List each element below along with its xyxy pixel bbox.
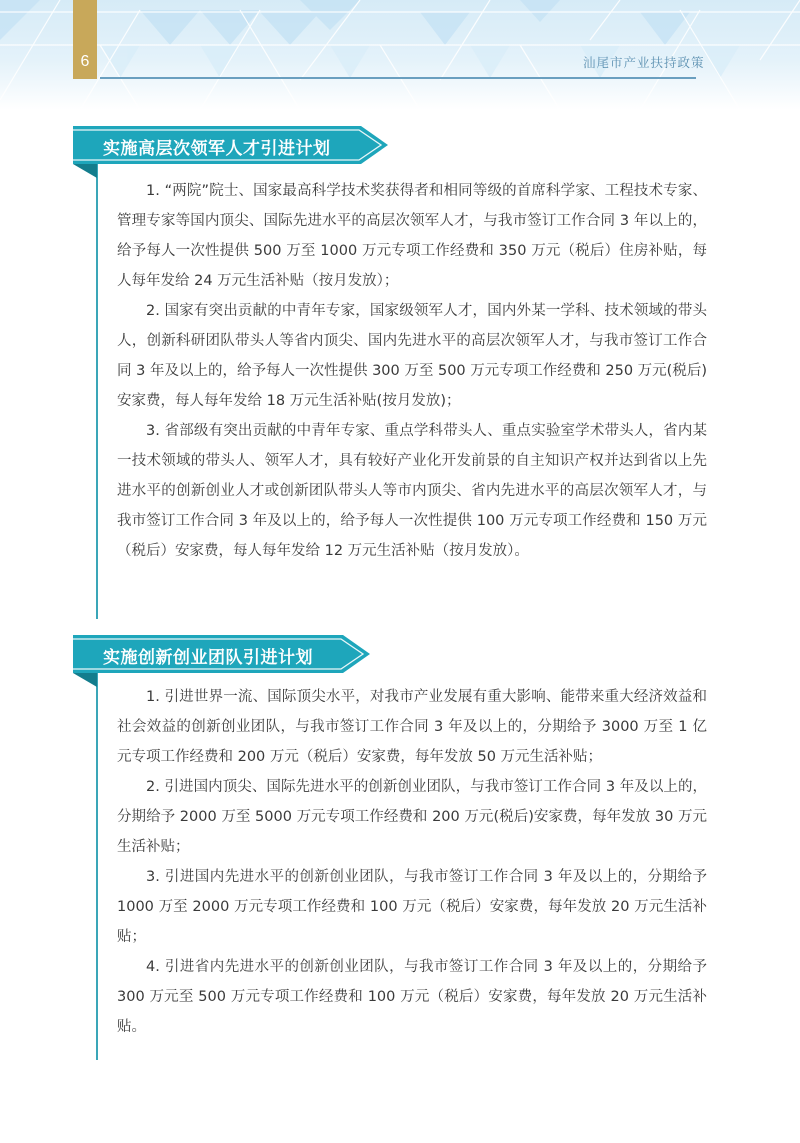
section-1-paragraph-2: 2. 国家有突出贡献的中青年专家，国家级领军人才，国内外某一学科、技术领域的带头人，创新科研团队带头人等省内顶尖、国内先进水平的高层次领军人才，与我市签订工作合同 3 年及以上的，给予每人一次性提供 300 万至 500 万元专项工作经费和 250 万元(税后)安家费，每人每年发给 18 万元生活补贴(按月发放)； (117, 303, 707, 409)
section-2-paragraph-2: 2. 引进国内顶尖、国际先进水平的创新创业团队，与我市签订工作合同 3 年及以上的，分期给予 2000 万至 5000 万元专项工作经费和 200 万元(税后)安家费，每年发放 30 万元生活补贴； (117, 779, 707, 855)
page-number-tab (73, 0, 97, 79)
header-divider (100, 77, 696, 79)
section-1-body (117, 176, 707, 566)
section-2-paragraph-4: 4. 引进省内先进水平的创新创业团队，与我市签订工作合同 3 年及以上的，分期给予 300 万元至 500 万元专项工作经费和 100 万元（税后）安家费，每年发放 20 万元生活补贴。 (117, 959, 707, 1035)
section-2-side-rule (96, 670, 98, 1060)
section-2-paragraph-1: 1. 引进世界一流、国际顶尖水平，对我市产业发展有重大影响、能带来重大经济效益和社会效益的创新创业团队，与我市签订工作合同 3 年及以上的，分期给予 3000 万至 1 亿元专项工作经费和 200 万元（税后）安家费，每年发放 50 万元生活补贴； (117, 689, 707, 765)
section-1-paragraph-3: 3. 省部级有突出贡献的中青年专家、重点学科带头人、重点实验室学术带头人，省内某一技术领域的带头人、领军人才，具有较好产业化开发前景的自主知识产权并达到省以上先进水平的创新创业人才或创新团队带头人等市内顶尖、省内先进水平的高层次领军人才，与我市签订工作合同 3 年及以上的，给予每人一次性提供 100 万元专项工作经费和 150 万元（税后）安家费，每人每年发给 12 万元生活补贴（按月发放）。 (117, 423, 707, 559)
section-1-banner (73, 126, 393, 164)
section-1-side-rule (96, 164, 98, 619)
section-1-paragraph-1: 1. “两院”院士、国家最高科学技术奖获得者和相同等级的首席科学家、工程技术专家、管理专家等国内顶尖、国际先进水平的高层次领军人才，与我市签订工作合同 3 年以上的，给予每人一次性提供 500 万至 1000 万元专项工作经费和 350 万元（税后）住房补贴，每人每年发给 24 万元生活补贴（按月发放）； (117, 183, 707, 289)
section-2-title: 实施创新创业团队引进计划 (103, 648, 313, 668)
section-2-body (117, 682, 707, 1042)
page-number: 6 (80, 53, 90, 70)
section-2-paragraph-3: 3. 引进国内先进水平的创新创业团队，与我市签订工作合同 3 年及以上的，分期给予 1000 万至 2000 万元专项工作经费和 100 万元（税后）安家费，每年发放 20 万元生活补贴； (117, 869, 707, 945)
section-1-title: 实施高层次领军人才引进计划 (103, 139, 331, 159)
section-2-banner (73, 635, 373, 673)
publication-title: 汕尾市产业扶持政策 (583, 55, 705, 70)
